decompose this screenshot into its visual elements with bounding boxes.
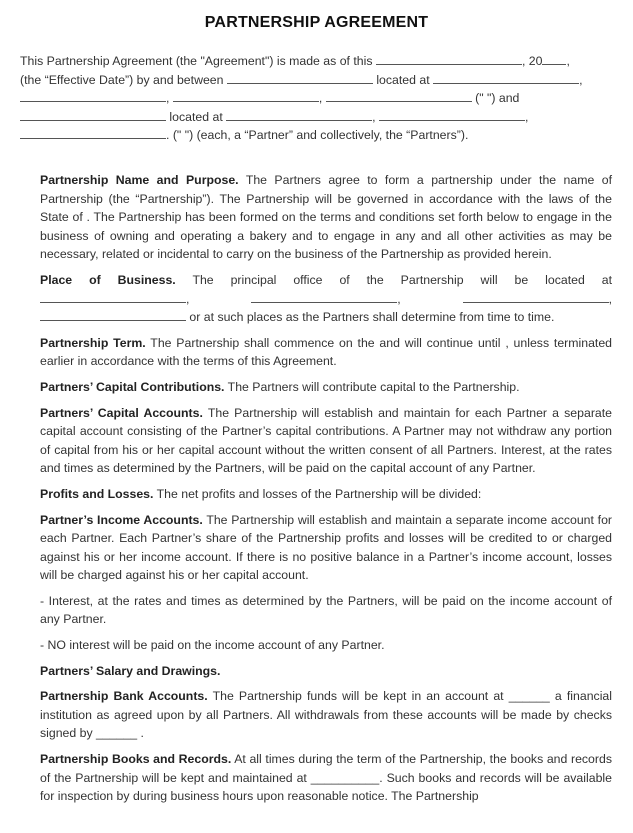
intro-line-4 [20,108,614,127]
section-heading: Partner’s Income Accounts. [40,512,203,527]
section-text: The Partnership funds will be kept in an account at ______ a financial institution as agreed upon by all Partners. All withdrawals from these accounts will be made by checks signed by ______ . [40,689,613,741]
section-text: or at such places as the Partners shall determine from time to time. [189,310,555,325]
section-partnership-term [40,334,612,371]
section-text: - Interest, at the rates and times as determined by the Partners, will be paid on the income account of any Partner. [40,593,612,627]
intro-text: , [579,72,583,87]
income-option-interest [40,592,612,629]
address-blank [463,290,609,303]
intro-text: This Partnership Agreement (the "Agreement") is made as of this [20,54,373,68]
intro-line-2 [20,71,614,90]
separator: , [397,291,401,306]
income-option-no-interest [40,636,612,655]
document-title: PARTNERSHIP AGREEMENT [204,14,429,31]
partner-2-address-blank [226,108,372,121]
intro-text: located at [376,72,430,87]
address-blank [251,290,397,303]
separator: , [608,291,612,306]
intro-line-1 [20,52,614,71]
agreement-body [40,171,612,813]
intro-line-5 [20,126,614,145]
section-text: The Partners will contribute capital to the Partnership. [224,379,520,394]
intro-text: . (" ") (each, a “Partner” and collectively, the “Partners”). [166,128,469,143]
section-text: - NO interest will be paid on the income account of any Partner. [40,638,385,653]
address-blank [20,126,166,139]
intro-text: (" ") and [475,91,520,106]
partner-1-address-blank [433,71,579,84]
section-text: The Partners agree to form a partnership under the name of Partnership (the “Partnership”). The Partnership will be governed in accordance with the laws of the State of . The Partnership has been formed on the terms and conditions set forth below to engage in the business of owning and operating a bakery and to engage in any and all other activities as may be necessary, related or incidental to carry on the business of the Partnership as provided herein. [40,173,612,262]
intro-line-3 [20,89,614,108]
intro-text: , [525,109,529,124]
address-blank [40,290,186,303]
separator: , [186,291,190,306]
address-blank [326,89,472,102]
section-heading: Partnership Books and Records. [40,752,232,767]
partner-1-name-blank [227,71,373,84]
intro-text: , [166,91,170,106]
address-blank [20,89,166,102]
intro-text: , 20 [521,54,543,68]
intro-text: (the “Effective Date”) by and between [20,72,224,87]
section-text: At all times during the term of the Partnership, the books and records of the Partnership will be kept and maintained at __________. Such books and records will be available for inspection by during business hours upon reasonable notice. The Partnership [40,752,612,804]
address-blank [173,89,319,102]
section-books-records [40,750,612,806]
section-heading: Partners’ Capital Accounts. [40,405,203,420]
intro-text: located at [169,109,223,124]
intro-text: , [318,91,323,106]
section-text: The Partnership will establish and maintain for each Partner a separate capital account consisting of the Partner’s capital contributions. A Partner may not withdraw any portion of capital from his or her capital account without the written consent of all Partners. Interest, at the rates and times as determined by the Partners, will be paid on the capital account of any Partner. [40,405,613,476]
year-blank [542,52,566,65]
section-heading: Profits and Losses. [40,486,154,501]
section-partnership-name [40,171,612,264]
section-heading: Partnership Name and Purpose. [40,173,239,187]
section-heading: Place of Business. [40,272,176,287]
intro-text: , [566,54,570,68]
section-bank-accounts [40,687,612,743]
section-salary-drawings [40,662,612,681]
place-address-line [40,290,612,309]
section-capital-accounts [40,404,612,478]
section-text: The Partnership will establish and maintain a separate income account for each Partner. Each Partner’s share of the Partnership profits and losses will be credited to or charged against his or her income account. If there is no positive balance in a Partner’s income account, losses will be charged against his or her capital account. [40,512,613,583]
section-text: The Partnership shall commence on the and will continue until , unless terminated earlier in accordance with the terms of this Agreement. [40,335,612,369]
section-place-of-business [40,271,612,327]
section-heading: Partners’ Salary and Drawings. [40,663,221,678]
partner-2-name-blank [20,108,166,121]
address-blank [40,308,186,321]
address-blank [379,108,525,121]
intro-text: , [372,109,376,124]
section-income-accounts [40,511,612,585]
section-text: The net profits and losses of the Partnership will be divided: [153,486,482,501]
section-heading: Partnership Bank Accounts. [40,689,208,704]
section-heading: Partners’ Capital Contributions. [40,379,225,394]
section-heading: Partnership Term. [40,335,146,350]
section-text: The principal office of the Partnership will be located at [175,272,612,287]
place-tail-line [40,308,612,327]
section-capital-contributions [40,378,612,397]
date-blank [376,52,522,65]
intro-paragraph [20,52,614,145]
section-profits-losses [40,485,612,504]
